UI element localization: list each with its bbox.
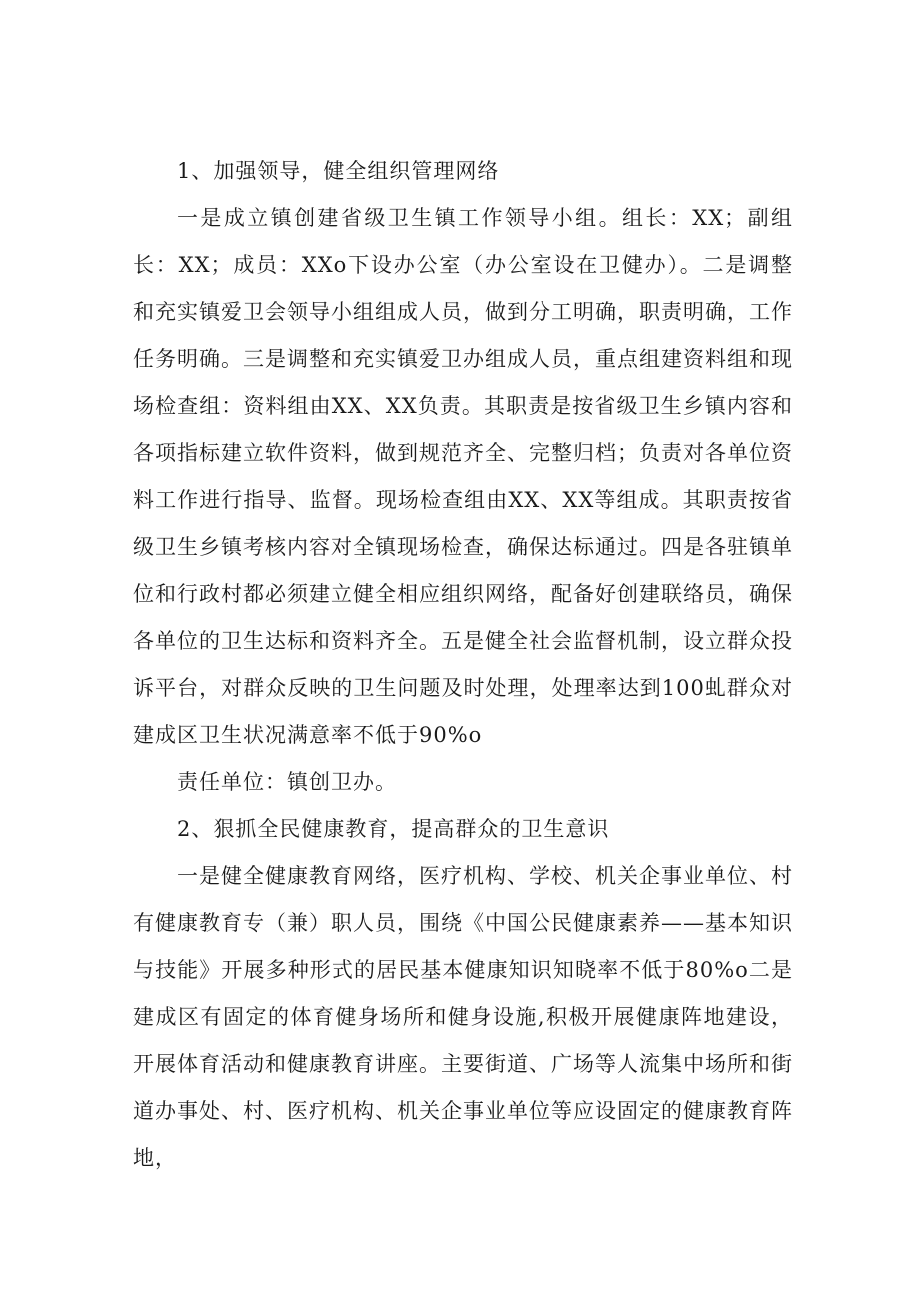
section1-body: 一是成立镇创建省级卫生镇工作领导小组。组长：XX；副组长：XX；成员：XXo下设办公室（办公室设在卫健办）。二是调整和充实镇爱卫会领导小组组成人员，做到分工明确，职责明确，工作任务明确。三是调整和充实镇爱卫办组成人员，重点组建资料组和现场检查组：资料组由XX、XX负责。其职责是按省级卫生乡镇内容和各项指标建立软件资料，做到规范齐全、完整归档；负责对各单位资料工作进行指导、监督。现场检查组由XX、XX等组成。其职责按省级卫生乡镇考核内容对全镇现场检查，确保达标通过。四是各驻镇单位和行政村都必须建立健全相应组织网络，配备好创建联络员，确保各单位的卫生达标和资料齐全。五是健全社会监督机制，设立群众投诉平台，对群众反映的卫生问题及时处理，处理率达到100虬群众对建成区卫生状况满意率不低于90%o xyxy=(133,206,793,747)
section1-heading: 1、加强领导，健全组织管理网络 xyxy=(177,159,500,183)
document-page xyxy=(133,148,793,1182)
section2-heading: 2、狠抓全民健康教育，提高群众的卫生意识 xyxy=(177,817,610,841)
section2-body: 一是健全健康教育网络，医疗机构、学校、机关企事业单位、村有健康教育专（兼）职人员，围绕《中国公民健康素养——基本知识与技能》开展多种形式的居民基本健康知识知晓率不低于80%o二是建成区有固定的体育健身场所和健身设施,积极开展健康阵地建设，开展体育活动和健康教育讲座。主要街道、广场等人流集中场所和街道办事处、村、医疗机构、机关企事业单位等应设固定的健康教育阵地， xyxy=(133,864,793,1170)
section1-responsible-unit: 责任单位：镇创卫办。 xyxy=(177,770,397,794)
